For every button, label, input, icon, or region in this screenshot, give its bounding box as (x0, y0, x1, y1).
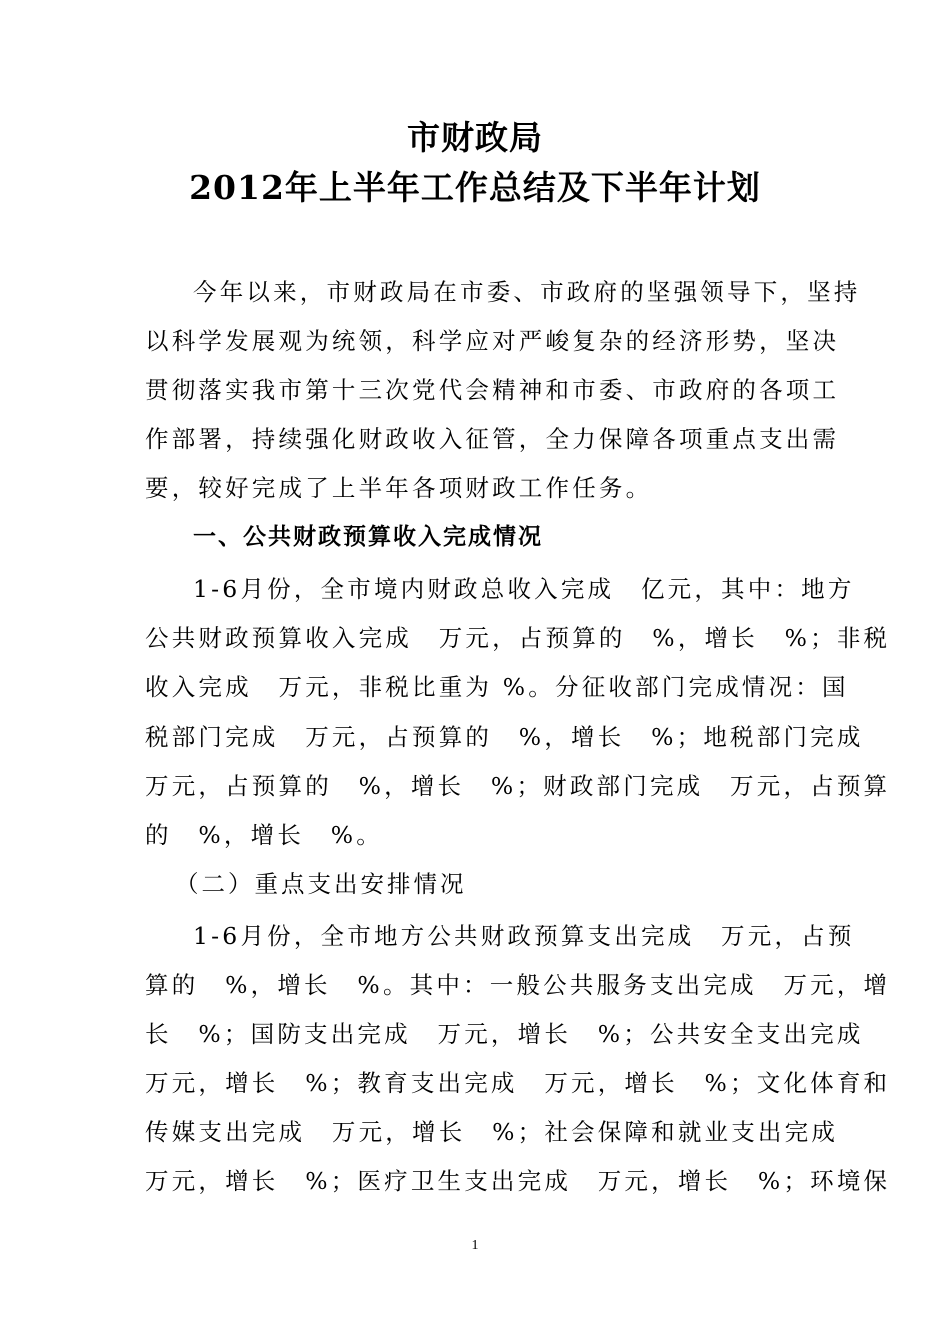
expenditure-line: 1-6月份，全市地方公共财政预算支出完成 万元，占预 (193, 922, 855, 950)
intro-line: 今年以来，市财政局在市委、市政府的坚强领导下，坚持 (193, 278, 861, 306)
expenditure-line: 传媒支出完成 万元，增长 %；社会保障和就业支出完成 (145, 1118, 839, 1146)
revenue-line: 的 %，增长 %。 (145, 821, 383, 849)
expenditure-line: 万元，增长 %；教育支出完成 万元，增长 %；文化体育和 (145, 1069, 891, 1097)
document-title-line2: 2012年上半年工作总结及下半年计划 (189, 168, 761, 207)
intro-line: 贯彻落实我市第十三次党代会精神和市委、市政府的各项工 (145, 376, 840, 404)
page-number: 1 (471, 1238, 479, 1253)
expenditure-line: 万元，增长 %；医疗卫生支出完成 万元，增长 %；环境保 (145, 1167, 891, 1195)
section-heading-revenue: 一、公共财政预算收入完成情况 (193, 524, 543, 550)
document-title-line1: 市财政局 (407, 118, 543, 157)
section-heading-expenditure: （二）重点支出安排情况 (175, 870, 467, 898)
revenue-line: 万元，占预算的 %，增长 %；财政部门完成 万元，占预算 (145, 772, 891, 800)
revenue-line: 税部门完成 万元，占预算的 %，增长 %；地税部门完成 (145, 723, 864, 751)
intro-line: 要，较好完成了上半年各项财政工作任务。 (145, 474, 653, 502)
expenditure-line: 长 %；国防支出完成 万元，增长 %；公共安全支出完成 (145, 1020, 864, 1048)
expenditure-line: 算的 %，增长 %。其中：一般公共服务支出完成 万元，增 (145, 971, 891, 999)
intro-line: 作部署，持续强化财政收入征管，全力保障各项重点支出需 (145, 425, 840, 453)
intro-line: 以科学发展观为统领，科学应对严峻复杂的经济形势，坚决 (145, 327, 840, 355)
revenue-line: 1-6月份，全市境内财政总收入完成 亿元，其中：地方 (193, 575, 855, 603)
revenue-line: 收入完成 万元，非税比重为 %。分征收部门完成情况：国 (145, 673, 849, 701)
revenue-line: 公共财政预算收入完成 万元，占预算的 %，增长 %；非税 (145, 624, 891, 652)
